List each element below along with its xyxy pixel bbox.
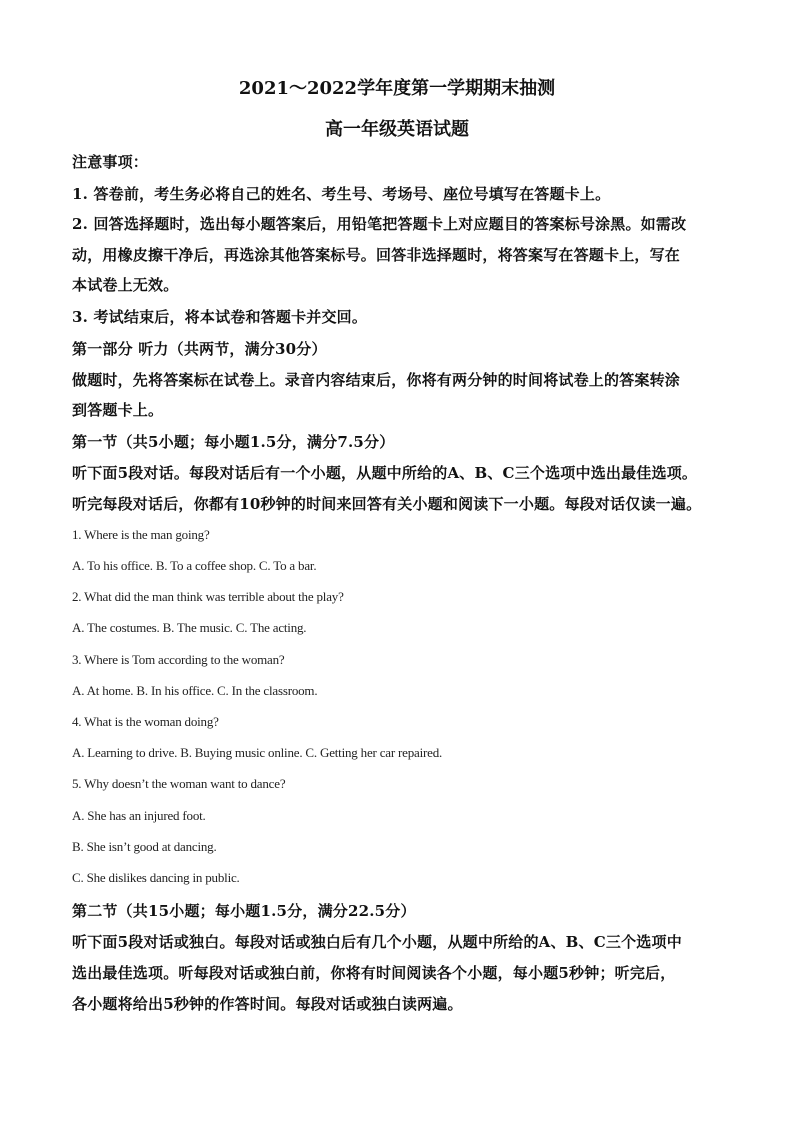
question-5-option-c: C. She dislikes dancing in public. — [72, 870, 240, 885]
question-1-options: A. To his office. B. To a coffee shop. C. To a bar. — [72, 558, 317, 573]
notice-item-3: 3. 考试结束后，将本试卷和答题卡并交回。 — [72, 308, 368, 326]
part1-intro-line-1: 做题时，先将答案标在试卷上。录音内容结束后，你将有两分钟的时间将试卷上的答案转涂 — [72, 371, 681, 389]
question-3-options: A. At home. B. In his office. C. In the classroom. — [72, 683, 318, 698]
notice-item-2-line-3: 本试卷上无效。 — [72, 276, 179, 294]
section2-heading: 第二节（共15小题；每小题1.5分，满分22.5分） — [72, 902, 416, 920]
question-3: 3. Where is Tom according to the woman? — [72, 652, 285, 667]
section1-instruction-line-2: 听完每段对话后，你都有10秒钟的时间来回答有关小题和阅读下一小题。每段对话仅读一遍。 — [72, 495, 702, 513]
notice-item-2-line-1: 2. 回答选择题时，选出每小题答案后，用铅笔把答题卡上对应题目的答案标号涂黑。如需改 — [72, 215, 687, 233]
notice-item-1: 1. 答卷前，考生务必将自己的姓名、考生号、考场号、座位号填写在答题卡上。 — [72, 185, 611, 203]
question-5-option-b: B. She isn’t good at dancing. — [72, 839, 217, 854]
section2-instruction-line-1: 听下面5段对话或独白。每段对话或独白后有几个小题，从题中所给的A、B、C三个选项中 — [72, 933, 682, 951]
question-4: 4. What is the woman doing? — [72, 714, 219, 729]
question-5: 5. Why doesn’t the woman want to dance? — [72, 776, 286, 791]
question-4-options: A. Learning to drive. B. Buying music online. C. Getting her car repaired. — [72, 745, 443, 760]
question-2-options: A. The costumes. B. The music. C. The acting. — [72, 620, 307, 635]
part1-heading: 第一部分 听力（共两节，满分30分） — [72, 340, 327, 358]
section1-instruction-line-1: 听下面5段对话。每段对话后有一个小题，从题中所给的A、B、C三个选项中选出最佳选项。 — [72, 464, 698, 482]
question-1: 1. Where is the man going? — [72, 527, 210, 542]
section1-heading: 第一节（共5小题；每小题1.5分，满分7.5分） — [72, 433, 395, 451]
section2-instruction-line-2: 选出最佳选项。听每段对话或独白前，你将有时间阅读各个小题，每小题5秒钟；听完后， — [72, 964, 676, 982]
notice-heading: 注意事项： — [72, 153, 149, 171]
part1-intro-line-2: 到答题卡上。 — [72, 401, 164, 419]
question-2: 2. What did the man think was terrible about the play? — [72, 589, 344, 604]
question-5-option-a: A. She has an injured foot. — [72, 808, 206, 823]
exam-title: 2021～2022学年度第一学期期末抽测 — [238, 78, 556, 99]
section2-instruction-line-3: 各小题将给出5秒钟的作答时间。每段对话或独白读两遍。 — [72, 995, 463, 1013]
exam-subtitle: 高一年级英语试题 — [325, 119, 469, 140]
notice-item-2-line-2: 动，用橡皮擦干净后，再选涂其他答案标号。回答非选择题时，将答案写在答题卡上，写在 — [72, 246, 681, 264]
